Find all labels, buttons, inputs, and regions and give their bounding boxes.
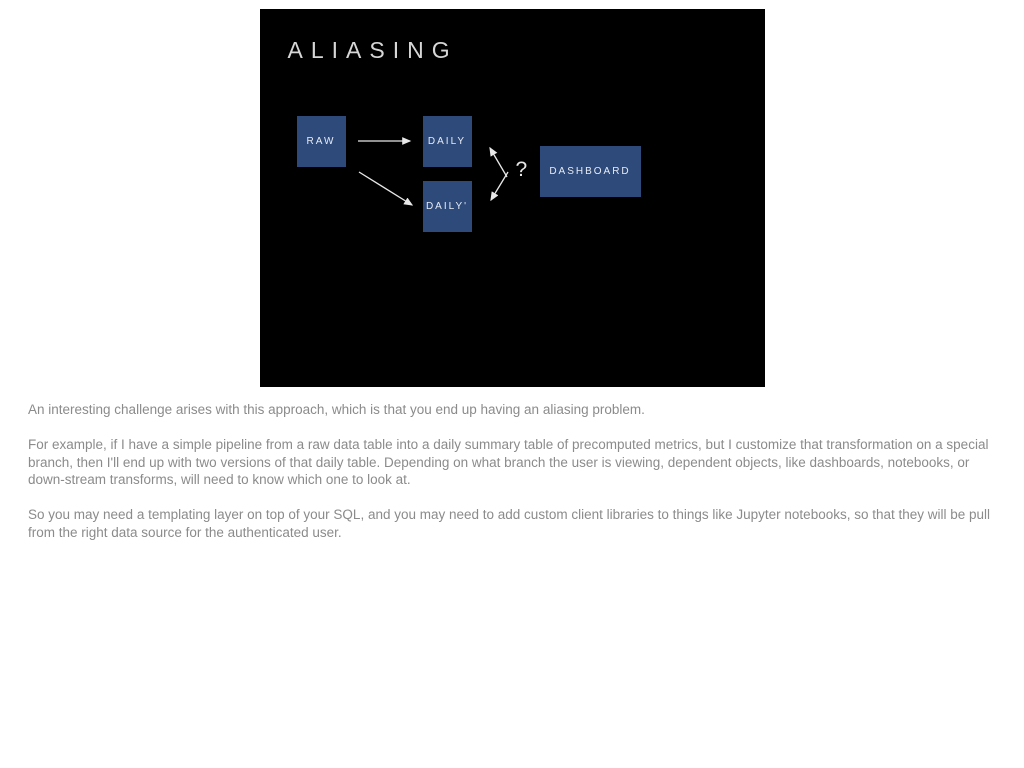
slide-title: ALIASING — [287, 37, 458, 63]
arrow-raw-to-daily2 — [359, 172, 412, 205]
diagram-node-dashboard: DASHBOARD — [540, 146, 641, 197]
transcript-paragraph: For example, if I have a simple pipeline from a raw data table into a daily summary table of precomputed metrics, but I customize that transformation on a special branch, then I'll end up with two versions of that daily table. Depending on what branch the user is viewing, dependent objects, like dashboards, notebooks, or down-stream transforms, will need to know which one to look at. — [28, 436, 989, 488]
diagram-arrows — [260, 9, 765, 387]
transcript-paragraph: An interesting challenge arises with this approach, which is that you end up having an aliasing problem. — [28, 402, 645, 417]
page — [0, 9, 1024, 768]
transcript — [28, 401, 996, 542]
question-mark-label: ? — [515, 158, 528, 181]
diagram-node-daily: DAILY — [423, 116, 472, 167]
diagram-node-raw: RAW — [297, 116, 346, 167]
diagram-node-daily-prime: DAILY' — [423, 181, 472, 232]
arrow-question-to-daily — [490, 148, 507, 177]
transcript-paragraph: So you may need a templating layer on top of your SQL, and you may need to add custom client libraries to things like Jupyter notebooks, so that they will be pull from the right data source for the authenticated user. — [28, 507, 991, 541]
arrow-question-to-daily2 — [491, 172, 508, 200]
presentation-slide — [260, 9, 765, 387]
